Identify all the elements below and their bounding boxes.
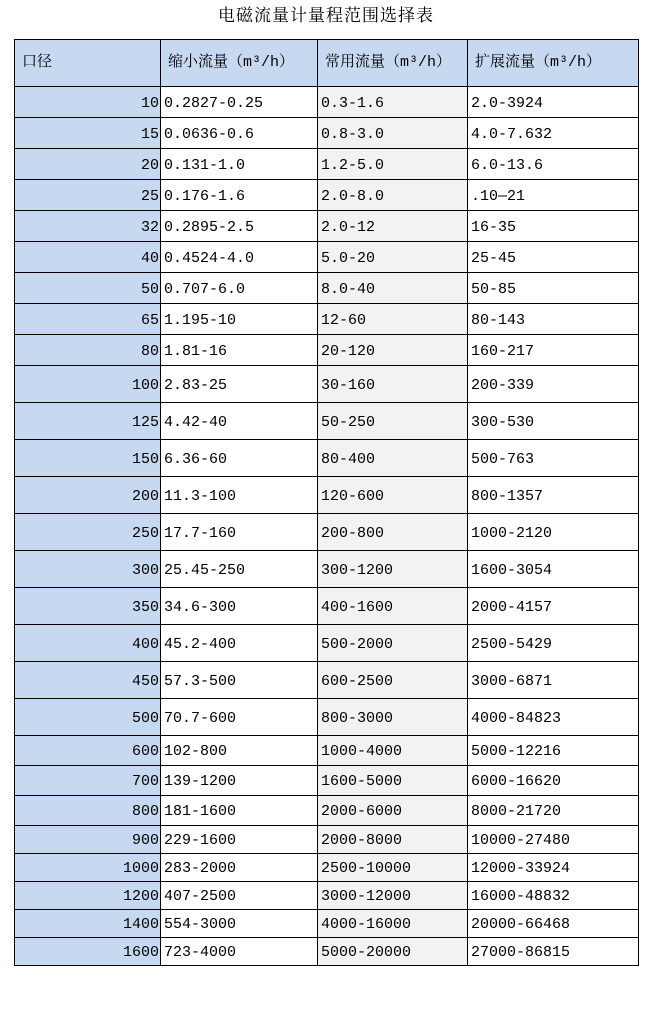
cell-common-flow: 800-3000 xyxy=(318,699,468,736)
cell-diameter: 700 xyxy=(15,766,161,796)
cell-extended-flow: 12000-33924 xyxy=(468,854,639,882)
cell-common-flow: 600-2500 xyxy=(318,662,468,699)
cell-common-flow: 3000-12000 xyxy=(318,882,468,910)
table-row xyxy=(15,440,639,477)
cell-diameter: 125 xyxy=(15,403,161,440)
cell-reduced-flow: 6.36-60 xyxy=(161,440,318,477)
table-row xyxy=(15,699,639,736)
cell-extended-flow: 6000-16620 xyxy=(468,766,639,796)
cell-diameter: 150 xyxy=(15,440,161,477)
cell-diameter: 1600 xyxy=(15,938,161,966)
cell-reduced-flow: 11.3-100 xyxy=(161,477,318,514)
cell-diameter: 350 xyxy=(15,588,161,625)
cell-reduced-flow: 0.707-6.0 xyxy=(161,273,318,304)
cell-reduced-flow: 1.81-16 xyxy=(161,335,318,366)
cell-diameter: 40 xyxy=(15,242,161,273)
cell-extended-flow: 4.0-7.632 xyxy=(468,118,639,149)
table-row xyxy=(15,766,639,796)
cell-common-flow: 5.0-20 xyxy=(318,242,468,273)
table-row xyxy=(15,304,639,335)
cell-reduced-flow: 407-2500 xyxy=(161,882,318,910)
cell-reduced-flow: 25.45-250 xyxy=(161,551,318,588)
cell-reduced-flow: 283-2000 xyxy=(161,854,318,882)
cell-common-flow: 0.8-3.0 xyxy=(318,118,468,149)
cell-extended-flow: 3000-6871 xyxy=(468,662,639,699)
cell-common-flow: 500-2000 xyxy=(318,625,468,662)
cell-diameter: 10 xyxy=(15,87,161,118)
cell-extended-flow: 500-763 xyxy=(468,440,639,477)
cell-extended-flow: 27000-86815 xyxy=(468,938,639,966)
cell-common-flow: 50-250 xyxy=(318,403,468,440)
cell-diameter: 450 xyxy=(15,662,161,699)
cell-diameter: 100 xyxy=(15,366,161,403)
table-row xyxy=(15,514,639,551)
cell-extended-flow: 25-45 xyxy=(468,242,639,273)
cell-reduced-flow: 4.42-40 xyxy=(161,403,318,440)
cell-extended-flow: 4000-84823 xyxy=(468,699,639,736)
table-row xyxy=(15,882,639,910)
cell-reduced-flow: 0.2895-2.5 xyxy=(161,211,318,242)
cell-common-flow: 4000-16000 xyxy=(318,910,468,938)
cell-extended-flow: 160-217 xyxy=(468,335,639,366)
cell-extended-flow: 2500-5429 xyxy=(468,625,639,662)
cell-reduced-flow: 723-4000 xyxy=(161,938,318,966)
table-row xyxy=(15,242,639,273)
cell-extended-flow: 80-143 xyxy=(468,304,639,335)
table-row xyxy=(15,938,639,966)
cell-common-flow: 8.0-40 xyxy=(318,273,468,304)
cell-reduced-flow: 57.3-500 xyxy=(161,662,318,699)
table-row xyxy=(15,273,639,304)
cell-extended-flow: 10000-27480 xyxy=(468,826,639,854)
cell-diameter: 800 xyxy=(15,796,161,826)
table-row xyxy=(15,910,639,938)
cell-reduced-flow: 0.2827-0.25 xyxy=(161,87,318,118)
cell-extended-flow: 50-85 xyxy=(468,273,639,304)
cell-extended-flow: 6.0-13.6 xyxy=(468,149,639,180)
cell-reduced-flow: 0.131-1.0 xyxy=(161,149,318,180)
cell-diameter: 500 xyxy=(15,699,161,736)
cell-common-flow: 300-1200 xyxy=(318,551,468,588)
table-body xyxy=(15,87,639,966)
table-row xyxy=(15,854,639,882)
table-row xyxy=(15,625,639,662)
cell-common-flow: 2.0-8.0 xyxy=(318,180,468,211)
col-header-diameter: 口径 xyxy=(15,40,161,87)
cell-reduced-flow: 102-800 xyxy=(161,736,318,766)
table-row xyxy=(15,149,639,180)
col-header-reduced-flow: 缩小流量（m³/h） xyxy=(161,40,318,87)
cell-common-flow: 12-60 xyxy=(318,304,468,335)
cell-common-flow: 2000-6000 xyxy=(318,796,468,826)
cell-extended-flow: 5000-12216 xyxy=(468,736,639,766)
cell-extended-flow: 16-35 xyxy=(468,211,639,242)
table-row xyxy=(15,662,639,699)
cell-diameter: 25 xyxy=(15,180,161,211)
cell-reduced-flow: 0.0636-0.6 xyxy=(161,118,318,149)
col-header-common-flow: 常用流量（m³/h） xyxy=(318,40,468,87)
cell-common-flow: 1600-5000 xyxy=(318,766,468,796)
cell-extended-flow: 200-339 xyxy=(468,366,639,403)
cell-reduced-flow: 0.4524-4.0 xyxy=(161,242,318,273)
table-row xyxy=(15,366,639,403)
table-row xyxy=(15,826,639,854)
table-row xyxy=(15,118,639,149)
header-row xyxy=(15,40,639,87)
flow-range-table xyxy=(14,39,639,966)
table-row xyxy=(15,335,639,366)
cell-diameter: 1000 xyxy=(15,854,161,882)
cell-extended-flow: 300-530 xyxy=(468,403,639,440)
cell-diameter: 250 xyxy=(15,514,161,551)
cell-common-flow: 5000-20000 xyxy=(318,938,468,966)
cell-extended-flow: 8000-21720 xyxy=(468,796,639,826)
cell-diameter: 600 xyxy=(15,736,161,766)
cell-extended-flow: 1000-2120 xyxy=(468,514,639,551)
cell-reduced-flow: 34.6-300 xyxy=(161,588,318,625)
cell-common-flow: 0.3-1.6 xyxy=(318,87,468,118)
table-row xyxy=(15,551,639,588)
cell-diameter: 65 xyxy=(15,304,161,335)
cell-diameter: 20 xyxy=(15,149,161,180)
table-row xyxy=(15,796,639,826)
page-title: 电磁流量计量程范围选择表 xyxy=(218,8,434,27)
cell-common-flow: 2.0-12 xyxy=(318,211,468,242)
col-header-extended-flow: 扩展流量（m³/h） xyxy=(468,40,639,87)
cell-extended-flow: 1600-3054 xyxy=(468,551,639,588)
cell-common-flow: 30-160 xyxy=(318,366,468,403)
cell-diameter: 200 xyxy=(15,477,161,514)
table-row xyxy=(15,87,639,118)
cell-diameter: 1400 xyxy=(15,910,161,938)
cell-extended-flow: 2000-4157 xyxy=(468,588,639,625)
cell-diameter: 300 xyxy=(15,551,161,588)
cell-reduced-flow: 181-1600 xyxy=(161,796,318,826)
cell-common-flow: 80-400 xyxy=(318,440,468,477)
cell-diameter: 1200 xyxy=(15,882,161,910)
cell-reduced-flow: 229-1600 xyxy=(161,826,318,854)
cell-extended-flow: .10—21 xyxy=(468,180,639,211)
cell-reduced-flow: 554-3000 xyxy=(161,910,318,938)
cell-reduced-flow: 70.7-600 xyxy=(161,699,318,736)
cell-common-flow: 1000-4000 xyxy=(318,736,468,766)
table-row xyxy=(15,211,639,242)
cell-diameter: 15 xyxy=(15,118,161,149)
cell-reduced-flow: 45.2-400 xyxy=(161,625,318,662)
cell-reduced-flow: 1.195-10 xyxy=(161,304,318,335)
cell-extended-flow: 20000-66468 xyxy=(468,910,639,938)
cell-reduced-flow: 0.176-1.6 xyxy=(161,180,318,211)
table-row xyxy=(15,736,639,766)
cell-diameter: 80 xyxy=(15,335,161,366)
cell-reduced-flow: 17.7-160 xyxy=(161,514,318,551)
table-row xyxy=(15,588,639,625)
cell-common-flow: 1.2-5.0 xyxy=(318,149,468,180)
cell-reduced-flow: 139-1200 xyxy=(161,766,318,796)
cell-reduced-flow: 2.83-25 xyxy=(161,366,318,403)
table-row xyxy=(15,477,639,514)
cell-common-flow: 2000-8000 xyxy=(318,826,468,854)
cell-diameter: 32 xyxy=(15,211,161,242)
cell-common-flow: 200-800 xyxy=(318,514,468,551)
table-row xyxy=(15,403,639,440)
cell-common-flow: 20-120 xyxy=(318,335,468,366)
table-row xyxy=(15,180,639,211)
cell-common-flow: 400-1600 xyxy=(318,588,468,625)
cell-extended-flow: 800-1357 xyxy=(468,477,639,514)
cell-diameter: 400 xyxy=(15,625,161,662)
cell-extended-flow: 2.0-3924 xyxy=(468,87,639,118)
cell-diameter: 50 xyxy=(15,273,161,304)
cell-extended-flow: 16000-48832 xyxy=(468,882,639,910)
cell-common-flow: 2500-10000 xyxy=(318,854,468,882)
cell-common-flow: 120-600 xyxy=(318,477,468,514)
cell-diameter: 900 xyxy=(15,826,161,854)
